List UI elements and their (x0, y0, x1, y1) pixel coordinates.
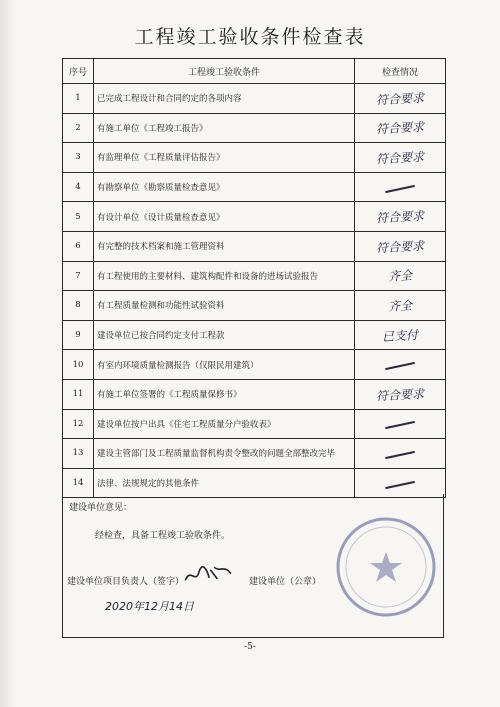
row-number: 2 (63, 113, 94, 143)
handwritten-result: 齐全 (387, 268, 413, 284)
table-row (63, 320, 446, 350)
row-number: 4 (63, 172, 94, 202)
row-result (355, 202, 446, 232)
row-number: 8 (63, 291, 94, 321)
row-condition: 有监理单位《工程质量评估报告》 (94, 143, 355, 173)
table-row (63, 350, 446, 380)
handwritten-dash (385, 480, 415, 488)
row-result (355, 350, 446, 380)
row-condition: 有工程质量检测和功能性试验资料 (94, 291, 355, 321)
row-condition: 法律、法规规定的其他条件 (94, 468, 355, 498)
row-condition: 有室内环境质量检测报告（仅限民用建筑） (94, 350, 355, 380)
handwritten-result: 符合要求 (375, 90, 425, 108)
project-manager-label: 建设单位项目负责人（签字） (67, 577, 185, 587)
row-result (355, 231, 446, 261)
row-condition: 有完整的技术档案和施工管理资料 (94, 231, 355, 261)
opinion-text: 经检查，具备工程竣工验收条件。 (95, 531, 231, 541)
table-header-row (63, 59, 446, 84)
row-condition: 已完成工程设计和合同约定的各项内容 (94, 84, 355, 114)
opinion-label: 建设单位意见： (69, 503, 133, 513)
row-condition: 建设单位已按合同约定支付工程款 (94, 320, 355, 350)
row-number: 3 (63, 143, 94, 173)
official-seal-stamp (333, 514, 439, 620)
row-number: 14 (63, 468, 94, 498)
row-condition: 有设计单位《设计质量检查意见》 (94, 202, 355, 232)
row-result (355, 320, 446, 350)
table-row (63, 231, 446, 261)
row-condition: 有施工单位签署的《工程质量保修书》 (94, 379, 355, 409)
handwritten-result: 符合要求 (375, 238, 425, 256)
table-row (63, 261, 446, 291)
table-row (63, 439, 446, 469)
row-number: 7 (63, 261, 94, 291)
row-number: 9 (63, 320, 94, 350)
handwritten-dash (385, 362, 415, 370)
page-title: 工程竣工验收条件检查表 (134, 26, 366, 48)
handwritten-result: 已支付 (381, 327, 419, 344)
row-number: 5 (63, 202, 94, 232)
table-row (63, 113, 446, 143)
table-row (63, 409, 446, 439)
row-result (355, 379, 446, 409)
table-row (63, 202, 446, 232)
manager-signature (182, 561, 234, 590)
table-row (63, 143, 446, 173)
header-condition: 工程竣工验收条件 (94, 59, 355, 84)
row-number: 10 (63, 350, 94, 380)
unit-seal-label: 建设单位（公章） (249, 577, 322, 587)
row-result (355, 143, 446, 173)
checklist-body (63, 84, 446, 498)
handwritten-result: 符合要求 (375, 149, 425, 167)
owner-opinion-section (62, 494, 444, 638)
handwritten-result: 符合要求 (375, 208, 425, 226)
header-result: 检查情况 (355, 59, 446, 84)
table-row (63, 379, 446, 409)
table-row (63, 84, 446, 114)
row-number: 12 (63, 409, 94, 439)
handwritten-result: 齐全 (387, 298, 413, 314)
row-condition: 有施工单位《工程竣工报告》 (94, 113, 355, 143)
row-result (355, 291, 446, 321)
row-number: 1 (63, 84, 94, 114)
handwritten-result: 符合要求 (375, 386, 425, 403)
row-result (355, 172, 446, 202)
page-number: -5- (244, 642, 256, 652)
signature-scribble (182, 561, 234, 586)
sign-date: 2020年12月14日 (105, 600, 194, 613)
table-row (63, 291, 446, 321)
row-condition: 有勘察单位《勘察质量检查意见》 (94, 172, 355, 202)
handwritten-dash (385, 421, 415, 429)
row-number: 6 (63, 231, 94, 261)
row-number: 13 (63, 439, 94, 469)
header-no: 序号 (63, 59, 94, 84)
row-condition: 建设主管部门及工程质量监督机构责令整改的问题全部整改完毕 (94, 439, 355, 469)
handwritten-dash (385, 184, 415, 192)
row-number: 11 (63, 379, 94, 409)
row-result (355, 409, 446, 439)
row-result (355, 439, 446, 469)
row-result (355, 84, 446, 114)
row-condition: 建设单位按户出具《住宅工程质量分户验收表》 (94, 409, 355, 439)
scan-edge (0, 0, 14, 707)
row-condition: 有工程使用的主要材料、建筑构配件和设备的进场试验报告 (94, 261, 355, 291)
handwritten-result: 符合要求 (375, 120, 425, 137)
table-row (63, 172, 446, 202)
checklist-table (62, 58, 446, 498)
handwritten-dash (385, 451, 415, 459)
row-result (355, 261, 446, 291)
row-result (355, 113, 446, 143)
